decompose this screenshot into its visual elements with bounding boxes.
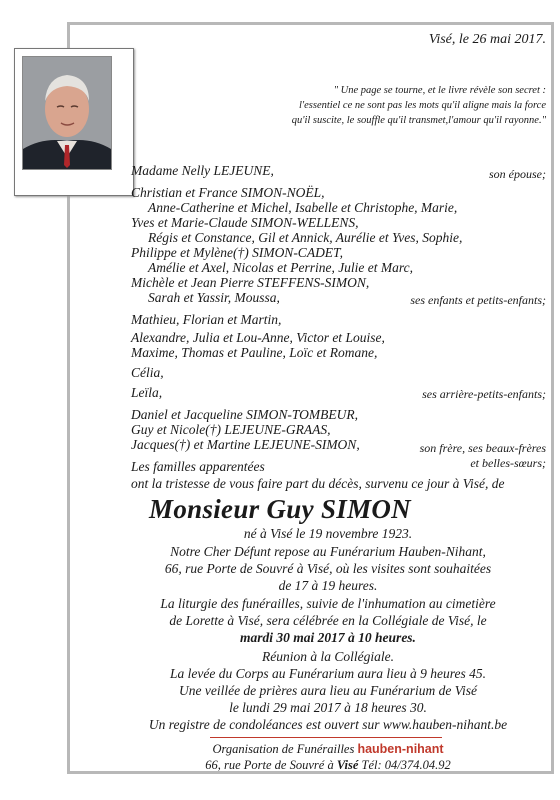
detail-line: La levée du Corps au Funérarium aura lieu à 9 heures 45.	[170, 666, 486, 681]
family-line: Guy et Nicole(†) LEJEUNE-GRAAS,	[131, 422, 331, 437]
family-line: Madame Nelly LEJEUNE,	[131, 163, 274, 178]
deceased-name: Monsieur Guy SIMON	[149, 494, 411, 524]
relation-label: son épouse;	[489, 167, 546, 181]
quote-line: l'essentiel ce ne sont pas les mots qu'il aligne mais la force	[298, 100, 546, 111]
detail-line: de Lorette à Visé, sera célébrée en la Collégiale de Visé, le	[169, 613, 487, 628]
detail-line: le lundi 29 mai 2017 à 18 heures 30.	[229, 700, 427, 715]
detail-line: né à Visé le 19 novembre 1923.	[243, 526, 413, 541]
detail-line: 66, rue Porte de Souvré à Visé, où les visites sont souhaitées	[164, 561, 492, 576]
family-line: Alexandre, Julia et Lou-Anne, Victor et Louise,	[131, 330, 385, 345]
family-line: Les familles apparentées	[131, 459, 265, 474]
quote-line: qu'il suscite, le souffle qu'il transmet,l'amour qu'il rayonne."	[291, 115, 546, 126]
family-line: Maxime, Thomas et Pauline, Loïc et Romane,	[131, 345, 378, 360]
family-line: Anne-Catherine et Michel, Isabelle et Christophe, Marie,	[148, 200, 458, 215]
relation-label: ses arrière-petits-enfants;	[422, 387, 546, 401]
relation-label: son frère, ses beaux-frères	[419, 441, 546, 455]
family-line: Daniel et Jacqueline SIMON-TOMBEUR,	[131, 407, 358, 422]
family-line: Yves et Marie-Claude SIMON-WELLENS,	[131, 215, 359, 230]
epigraph-quote	[216, 83, 546, 128]
footer-address	[100, 758, 556, 773]
family-line: Mathieu, Florian et Martin,	[131, 312, 282, 327]
organisation-label: Organisation de Funérailles	[212, 742, 355, 756]
detail-line: Une veillée de prières aura lieu au Funérarium de Visé	[178, 683, 478, 698]
family-line: Michèle et Jean Pierre STEFFENS-SIMON,	[131, 275, 370, 290]
family-line: Sarah et Yassir, Moussa,	[148, 290, 280, 305]
footer-organisation	[100, 742, 556, 757]
relation-label: et belles-sœurs;	[470, 456, 546, 470]
detail-line: Réunion à la Collégiale.	[262, 649, 394, 664]
phone-text: Tél: 04/374.04.92	[361, 758, 451, 772]
family-line: Philippe et Mylène(†) SIMON-CADET,	[131, 245, 343, 260]
family-line: Amélie et Axel, Nicolas et Perrine, Julie et Marc,	[148, 260, 414, 275]
family-line: Célia,	[131, 365, 164, 380]
detail-line: La liturgie des funérailles, suivie de l'inhumation au cimetière	[160, 596, 496, 611]
detail-line: Notre Cher Défunt repose au Funérarium Hauben-Nihant,	[170, 544, 486, 559]
portrait-photo	[22, 56, 112, 170]
detail-line: Un registre de condoléances est ouvert sur www.hauben-nihant.be	[148, 717, 508, 732]
family-line: Jacques(†) et Martine LEJEUNE-SIMON,	[131, 437, 360, 452]
family-line: Christian et France SIMON-NOËL,	[131, 185, 325, 200]
detail-line-emphasis: mardi 30 mai 2017 à 10 heures.	[240, 630, 416, 645]
quote-line: " Une page se tourne, et le livre révèle son secret :	[333, 85, 546, 96]
family-line: ont la tristesse de vous faire part du décès, survenu ce jour à Visé, de	[131, 476, 505, 491]
notice-date: Visé, le 26 mai 2017.	[428, 32, 546, 47]
family-line: Leïla,	[131, 385, 163, 400]
portrait-photo-frame	[14, 48, 134, 196]
footer-divider	[210, 737, 442, 738]
address-text: 66, rue Porte de Souvré à	[205, 758, 334, 772]
address-city: Visé	[336, 758, 359, 772]
detail-line: de 17 à 19 heures.	[278, 578, 378, 593]
family-line: Régis et Constance, Gil et Annick, Aurélie et Yves, Sophie,	[148, 230, 463, 245]
relation-label: ses enfants et petits-enfants;	[410, 293, 546, 307]
brand-logo-text: hauben-nihant	[357, 742, 444, 756]
